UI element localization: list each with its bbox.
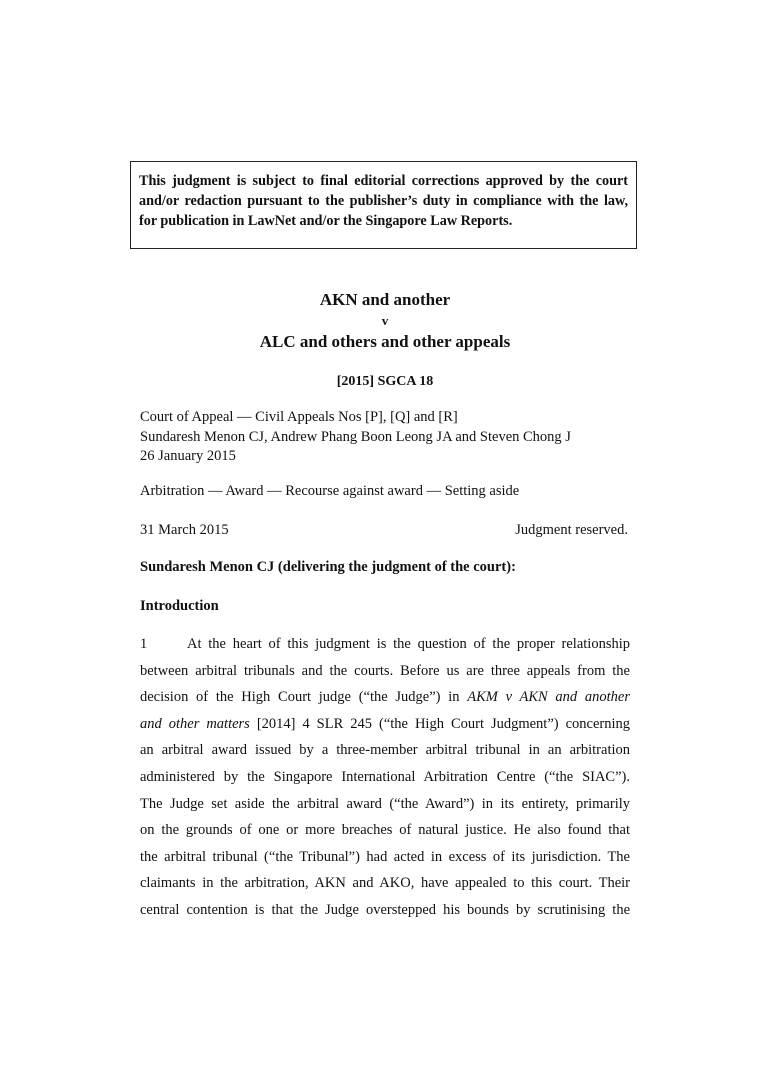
judgment-status: Judgment reserved. (515, 522, 628, 538)
paragraph-1 (140, 635, 630, 928)
judgment-date-row (140, 522, 628, 539)
paragraph-line: between arbitral tribunals and the courts. Before us are three appeals from the (140, 662, 630, 679)
editorial-notice-box (130, 161, 637, 249)
appellant-name: AKN and another (319, 290, 451, 309)
paragraph-line: 1 At the heart of this judgment is the question of the proper relationship (140, 636, 630, 652)
paragraph-line: decision of the High Court judge (“the Judge”) in AKM v AKN and another (140, 689, 630, 706)
paragraph-line: The Judge set aside the arbitral award (“the Award”) in its entirety, primarily (140, 795, 630, 812)
catchwords: Arbitration — Award — Recourse against award — Setting aside (140, 483, 520, 499)
case-name-italic: AKM v AKN and another (467, 689, 630, 706)
paragraph-line: the arbitral tribunal (“the Tribunal”) had acted in excess of its jurisdiction. The (140, 848, 630, 865)
case-meta (140, 408, 630, 467)
case-parties (140, 289, 630, 352)
paragraph-line: and other matters [2014] 4 SLR 245 (“the High Court Judgment”) concerning (140, 715, 630, 732)
paragraph-number: 1 (140, 636, 148, 652)
section-heading-introduction: Introduction (140, 598, 219, 614)
coram-line: Sundaresh Menon CJ, Andrew Phang Boon Leong JA and Steven Chong J (140, 428, 571, 445)
case-citation: [2015] SGCA 18 (336, 374, 434, 389)
editorial-notice-text: This judgment is subject to final editorial corrections approved by the court and/or redaction pursuant to the publisher’s duty in compliance with the law, for publication in LawNet and/or the Singapore Law Reports. (139, 173, 628, 229)
court-line: Court of Appeal — Civil Appeals Nos [P], [Q] and [R] (140, 409, 458, 425)
paragraph-line: an arbitral award issued by a three-member arbitral tribunal in an arbitration (140, 742, 630, 759)
paragraph-line: administered by the Singapore International Arbitration Centre (“the SIAC”). (140, 768, 630, 785)
hearing-date: 26 January 2015 (140, 448, 236, 464)
judgment-date: 31 March 2015 (140, 522, 229, 538)
versus-label: v (381, 313, 389, 328)
paragraph-line: on the grounds of one or more breaches of natural justice. He also found that (140, 822, 630, 839)
case-name-italic: and other matters (140, 715, 250, 732)
delivering-judge: Sundaresh Menon CJ (delivering the judgment of the court): (140, 559, 516, 575)
paragraph-line: claimants in the arbitration, AKN and AKO, have appealed to this court. Their (140, 875, 630, 892)
paragraph-line: central contention is that the Judge overstepped his bounds by scrutinising the (140, 901, 630, 918)
respondent-name: ALC and others and other appeals (259, 332, 511, 351)
